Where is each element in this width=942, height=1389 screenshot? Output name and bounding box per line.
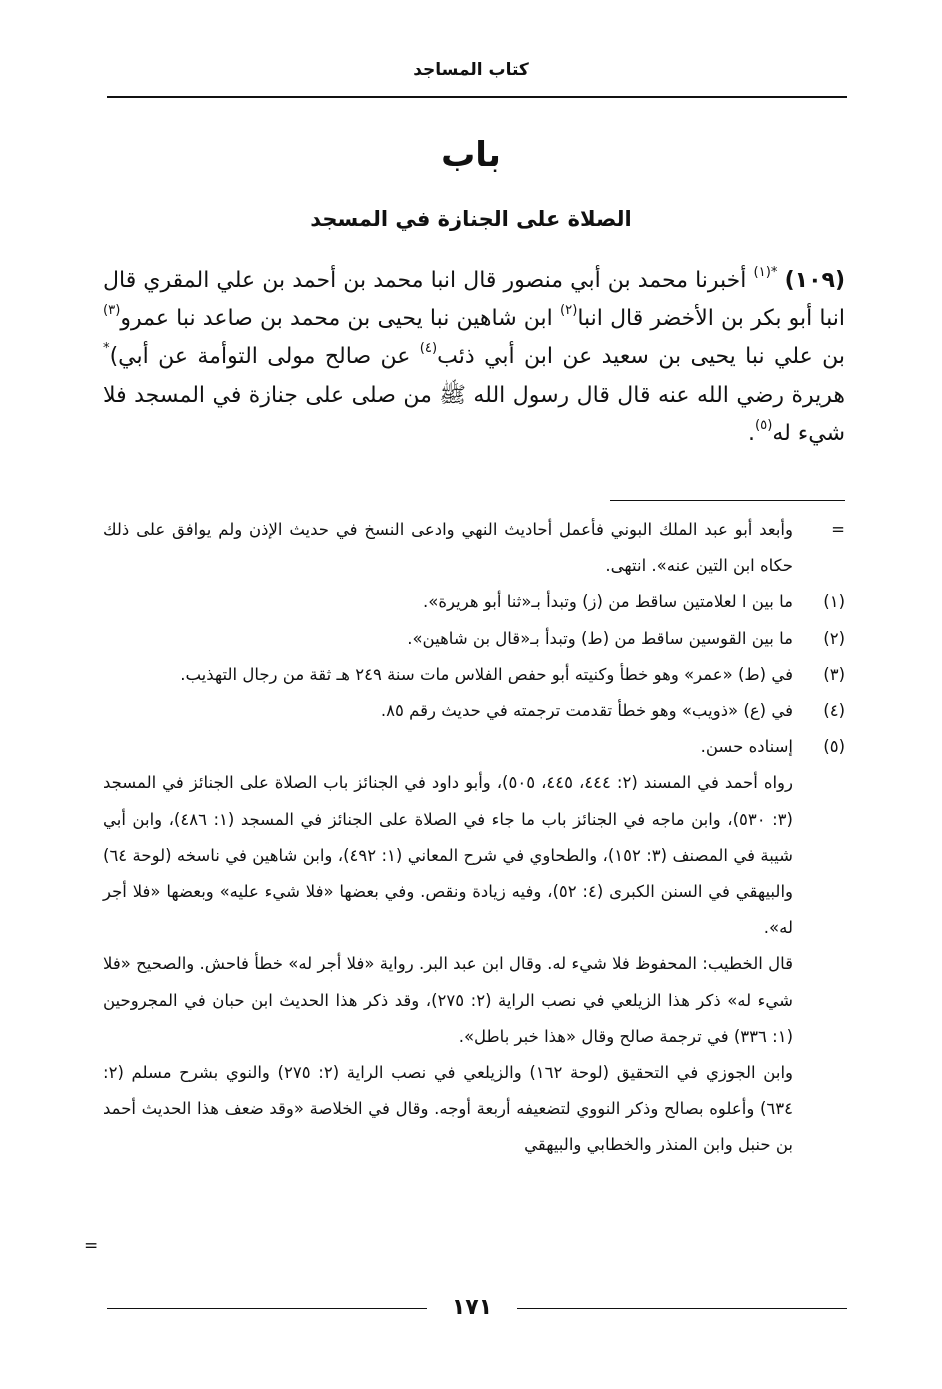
footnote-continuation [103,512,845,584]
running-head: كتاب المساجد [413,60,529,80]
footnote-text: في (ع) «ذويب» وهو خطأ تقدمت ترجمته في حديث رقم ٨٥. [380,701,793,721]
footnote-text: إسناده حسن. [700,737,793,757]
note-ref-4: (٤) [419,341,438,357]
footnote-text: ما بين ا لعلامتين ساقط من (ز) وتبدأ بـ«ثنا أبو هريرة». [423,592,793,612]
footnote-mark: (٥) [823,737,845,757]
star-mark: * [770,264,778,280]
hadith-segment: بن علي نبا يحيى بن سعيد عن ابن أبي ذئب [437,344,846,370]
chapter-heading: باب [441,135,501,175]
footnote-paragraph [103,1055,845,1164]
page-footer [107,1291,847,1325]
hadith-end: . [747,420,755,446]
footnote-item [103,584,845,620]
hadith-segment: عن صالح مولى التوأمة عن أبي) [109,344,420,370]
footnote-mark: (٣) [823,664,845,684]
hadith-number: (١٠٩) [784,268,845,293]
hadith-text [103,262,845,453]
footnote-item [103,657,845,693]
footnote-item [103,729,845,765]
footnote-item [103,693,845,729]
footnote-text: وابن الجوزي في التحقيق (لوحة ١٦٢) والزيلعي في نصب الراية (٢: ٢٧٥) والنوي بشرح مسلم (٢: ٦٣٤) وأعلوه بصالح وذكر النووي لتضعيفه أربعة أوجه. وقال في الخلاصة «وقد ضعف هذا الحديث أحمد بن حنبل وابن المنذر والخطابي والبيهقي [103,1063,794,1155]
note-ref-5: (٥) [754,417,773,433]
footer-rule-left [107,1308,427,1309]
footnote-item [103,621,845,657]
star-mark-end: * [103,341,110,357]
footer-rule-right [517,1308,847,1309]
continuation-mark: = [831,520,845,539]
footnote-text: في (ط) «عمر» وهو خطأ وكنيته أبو حفص الفلاس مات سنة ٢٤٩ هـ ثقة من رجال التهذيب. [180,664,793,684]
footnotes [103,512,845,1164]
footnote-mark: (١) [823,592,845,612]
footnote-mark: (٤) [823,701,845,721]
continued-mark: = [84,1236,99,1256]
footnote-text: ما بين القوسين ساقط من (ط) وتبدأ بـ«قال بن شاهين». [407,628,793,648]
footnote-text: قال الخطيب: المحفوظ فلا شيء له. وقال ابن عبد البر. رواية «فلا أجر له» خطأ فاحش. والصحيح «فلا شيء له» ذكر هذا الزيلعي في نصب الراية (٢: ٢٧٥)، وقد ذكر هذا الحديث ابن حبان في المجروحين (١: ٣٣٦) في ترجمة صالح وقال «هذا خبر باطل». [103,954,793,1046]
header-rule [107,96,847,98]
hadith-segment: هريرة رضي الله عنه قال قال رسول الله ﷺ من صلى على جنازة في المسجد فلا شيء له [103,382,845,446]
note-ref-3: (٣) [103,302,121,318]
footnote-paragraph [103,765,845,946]
footnote-text: رواه أحمد في المسند (٢: ٤٤٤، ٤٤٥، ٥٠٥)، وأبو داود في الجنائز باب الصلاة على الجنائز في المسجد (٣: ٥٣٠)، وابن ماجه في الجنائز باب ما جاء في الصلاة على الجنائز في المسجد (١: ٤٨٦)، وابن أبي شيبة في المصنف (٣: ١٥٢)، والطحاوي في شرح المعاني (١: ٤٩٢)، وابن شاهين في ناسخه (لوحة ٦٤) والبيهقي في السنن الكبرى (٤: ٥٢)، وفيه زيادة ونقص. وفي بعضها «فلا شيء عليه» وبعضها «فلا أجر له». [103,773,793,938]
chapter-title: الصلاة على الجنازة في المسجد [310,207,632,231]
footnote-text: وأبعد أبو عبد الملك البوني فأعمل أحاديث النهي وادعى النسخ في حديث الإذن ولم يوافق على ذلك حكاه ابن التين عنه». انتهى. [103,520,793,576]
hadith-segment: أخبرنا محمد بن أبي منصور قال انبا محمد بن أحمد بن علي المقري قال انبا أبو بكر بن الأخضر قال انبا [103,268,845,332]
note-ref-2: (٢) [559,302,578,318]
hadith-segment: ابن شاهين نبا يحيى بن محمد بن صاعد نبا عمرو [120,306,560,332]
footnote-paragraph [103,946,845,1055]
footnote-mark: (٢) [823,628,845,648]
page-number: ١٧١ [451,1295,493,1320]
note-ref-1: (١) [753,264,771,280]
footnote-separator [610,500,845,501]
